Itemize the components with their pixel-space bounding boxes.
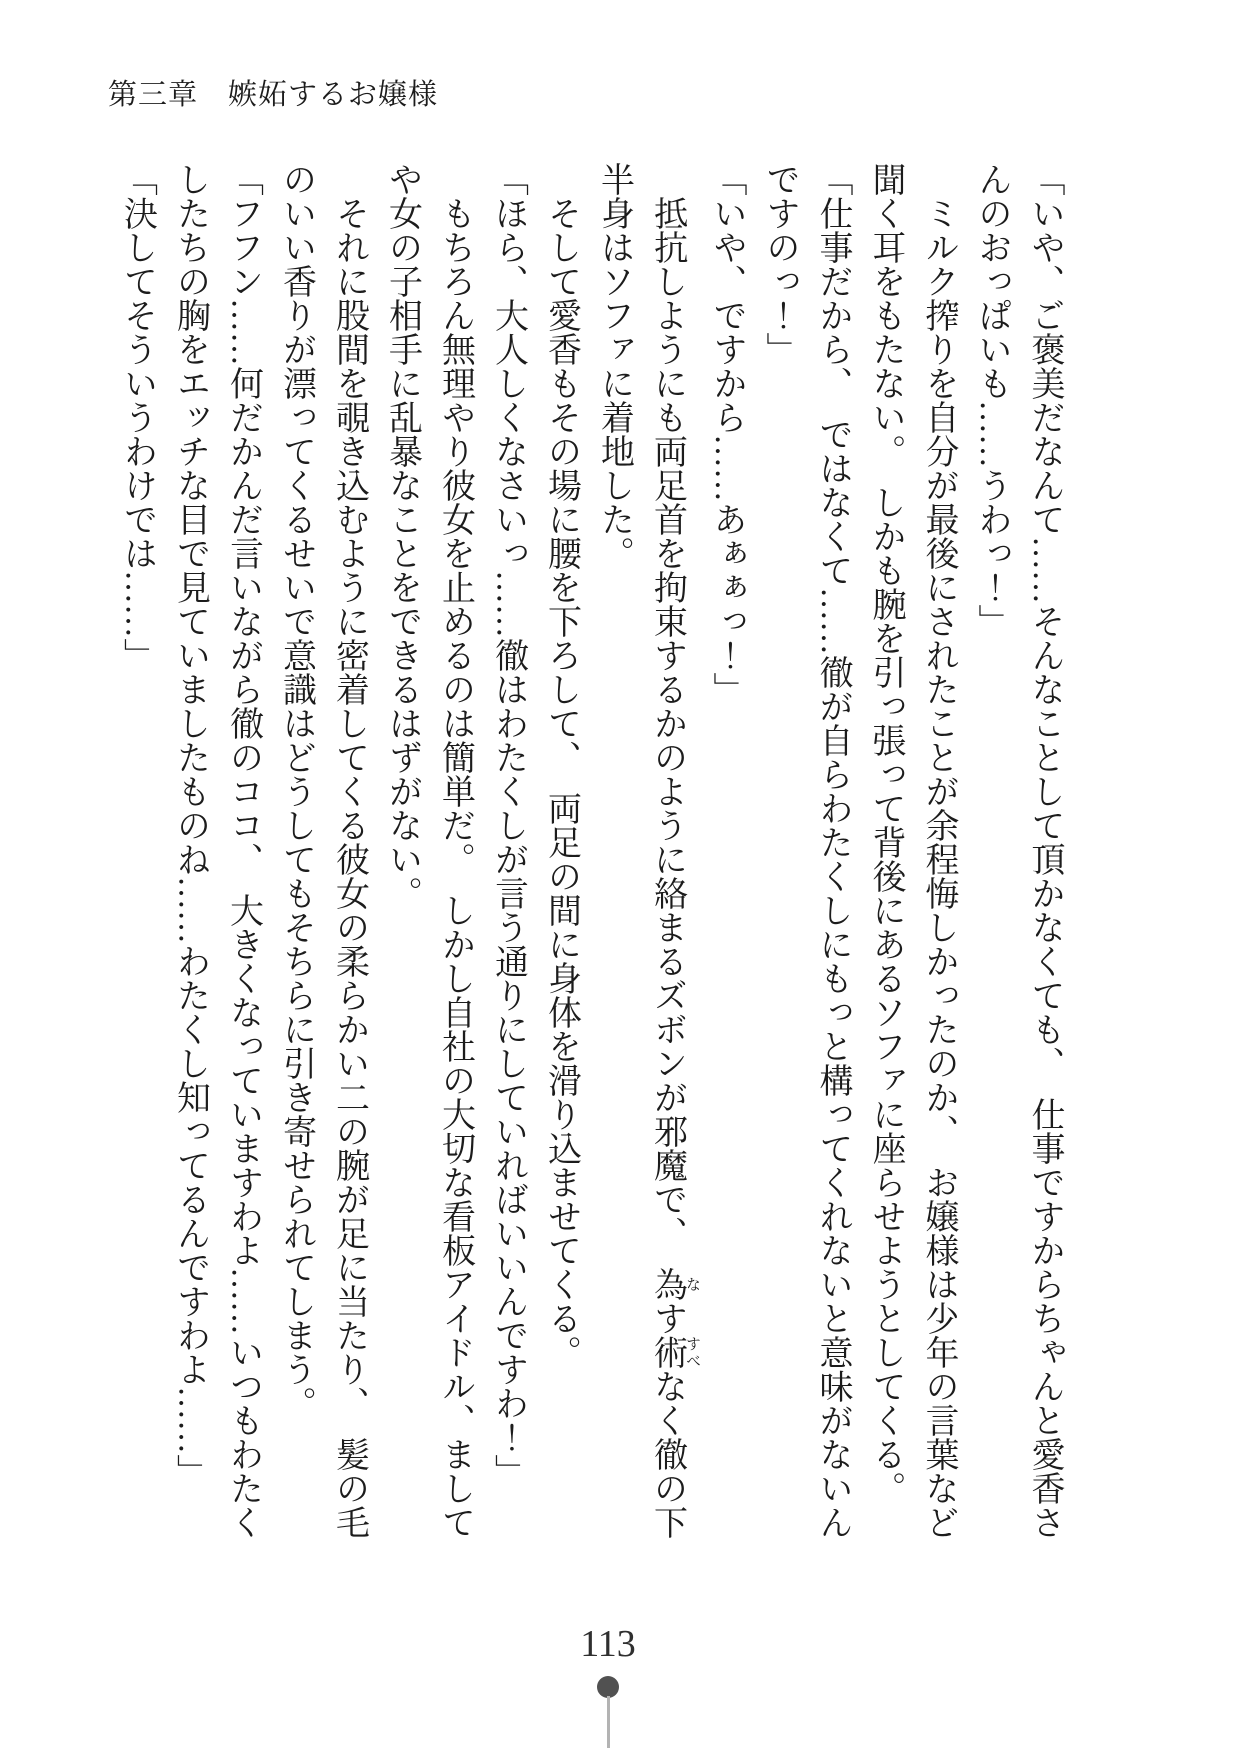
furigana: な: [684, 1267, 700, 1301]
text-column-06: ですのっ！」: [761, 162, 798, 366]
text-run: 抵抗しようにも両足首を拘束するかのように絡まるズボンが邪魔で、: [648, 162, 686, 1267]
text-column-08: [641, 162, 701, 1539]
text-column-10: そして愛香もその場に腰を下ろして、 両足の間に身体を滑り込ませてくる。: [542, 162, 580, 1369]
ruby-sube: [648, 1335, 700, 1369]
text-column-13: や女の子相手に乱暴なことをできるはずがない。: [383, 162, 421, 910]
text-block: [111, 162, 1072, 1539]
text-column-15: のいい香りが漂ってくるせいで意識はどうしてもそちらに引き寄せられてしまう。: [277, 162, 315, 1420]
text-column-01: 「いや、ご褒美だなんて……そんなことして頂かなくても、 仕事ですからちゃんと愛香さ: [1026, 162, 1063, 1539]
chapter-title: 第三章 嫉妬するお嬢様: [108, 79, 439, 111]
text-column-12: もちろん無理やり彼女を止めるのは簡単だ。 しかし自社の大切な看板アイドル、まして: [436, 162, 474, 1539]
footer-pin-dot-icon: [597, 1676, 619, 1698]
text-column-04: 聞く耳をもたない。 しかも腕を引っ張って背後にあるソファに座らせようとしてくる。: [867, 162, 904, 1505]
text-column-09: 半身はソファに着地した。: [595, 162, 633, 570]
text-run: なく徹の下: [648, 1369, 686, 1539]
text-column-17: したちの胸をエッチな目で見ていましたものね……わたくし知ってるんですわよ……」: [171, 162, 209, 1488]
text-column-11: 「ほら、大人しくなさいっ……徹はわたくしが言う通りにしていればいいんですわ！」: [489, 162, 527, 1488]
text-column-18: 「決してそういうわけでは……」: [118, 162, 156, 672]
text-column-07: 「いや、ですから……あぁぁっ！」: [708, 162, 745, 706]
furigana: すべ: [684, 1335, 700, 1369]
ruby-base: 為: [648, 1267, 686, 1301]
text-column-03: ミルク搾りを自分が最後にされたことが余程悔しかったのか、 お嬢様は少年の言葉など: [920, 162, 957, 1539]
text-column-05: 「仕事だから、 ではなくて……徹が自らわたくしにもっと構ってくれないと意味がないん: [814, 162, 851, 1539]
ruby-nasu: [648, 1267, 700, 1301]
text-column-14: それに股間を覗き込むように密着してくる彼女の柔らかい二の腕が足に当たり、 髪の毛: [330, 162, 368, 1539]
text-column-02: んのおっぱいも……うわっ！」: [973, 162, 1010, 638]
ruby-base: 術: [648, 1335, 686, 1369]
text-column-16: 「フフン……何だかんだ言いながら徹のココ、 大きくなっていますわよ……いつもわたく: [224, 162, 262, 1539]
text-run: す: [648, 1301, 686, 1335]
page-number: 113: [580, 1623, 636, 1665]
footer-pin-line: [607, 1696, 610, 1748]
